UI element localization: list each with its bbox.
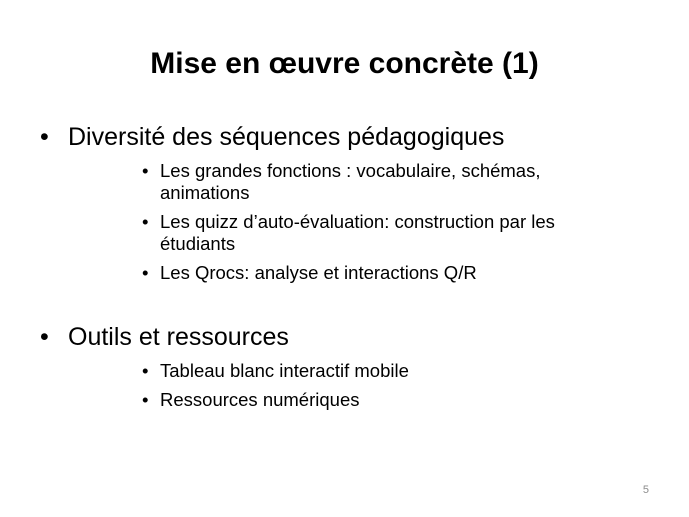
bullet-icon: •: [142, 211, 149, 232]
bullet-heading-1: [36, 118, 656, 284]
bullet-section-1: [36, 118, 656, 284]
bullet-heading-2: [36, 318, 656, 411]
sub-bullet-list: [68, 360, 656, 411]
slide-title: Mise en œuvre concrète (1): [150, 47, 539, 80]
sub-bullet-item: [68, 360, 656, 382]
bullet-icon: •: [40, 323, 49, 351]
bullet-heading-text: Outils et ressources: [68, 323, 289, 351]
sub-bullet-text: Les grandes fonctions : vocabulaire, schémas, animations: [160, 160, 541, 203]
bullet-section-2: [36, 318, 656, 411]
bullet-icon: •: [142, 389, 149, 410]
sub-bullet-text: Les Qrocs: analyse et interactions Q/R: [160, 262, 477, 283]
bullet-icon: •: [40, 123, 49, 151]
bullet-icon: •: [142, 160, 149, 181]
sub-bullet-list: [68, 160, 656, 284]
slide-content: [36, 118, 656, 418]
bullet-icon: •: [142, 262, 149, 283]
sub-bullet-text: Ressources numériques: [160, 389, 360, 410]
sub-bullet-text: Tableau blanc interactif mobile: [160, 360, 409, 381]
sub-bullet-item: [68, 160, 656, 204]
sub-bullet-item: [68, 389, 656, 411]
sub-bullet-text: Les quizz d’auto-évaluation: construction par les étudiants: [160, 211, 555, 254]
bullet-heading-text: Diversité des séquences pédagogiques: [68, 123, 505, 151]
sub-bullet-item: [68, 262, 656, 284]
page-number: 5: [642, 484, 649, 496]
bullet-icon: •: [142, 360, 149, 381]
sub-bullet-item: [68, 211, 656, 255]
